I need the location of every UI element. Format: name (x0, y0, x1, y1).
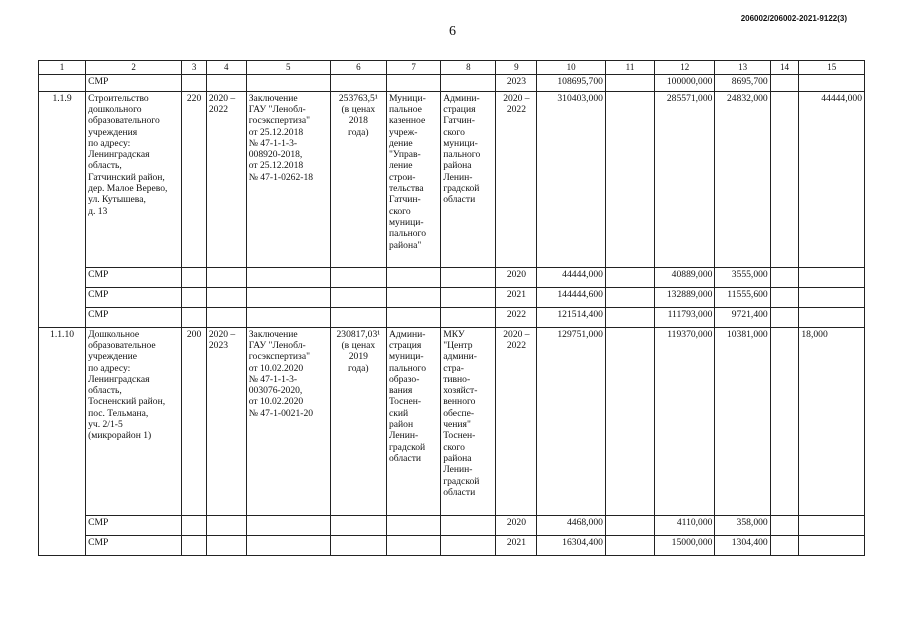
cell (182, 74, 207, 91)
object-customer: Муници- пальное казенное учреж- дение "Управ- ление строи- тельства Гатчин- ского муници- пального района" (386, 91, 440, 267)
cell-value: 111793,000 (655, 307, 715, 327)
cell (441, 267, 496, 287)
cell (330, 307, 386, 327)
cell (770, 535, 799, 555)
cell (799, 307, 865, 327)
cell (386, 267, 440, 287)
cell (441, 307, 496, 327)
cell (182, 287, 207, 307)
row-year: 2023 (496, 74, 537, 91)
cell-value: 3555,000 (715, 267, 770, 287)
cell (206, 535, 246, 555)
object-years: 2020 – 2022 (496, 91, 537, 267)
cell-value: 1304,400 (715, 535, 770, 555)
object-capacity: 200 (182, 327, 207, 515)
col-header: 3 (182, 61, 207, 75)
page-number: 6 (449, 24, 456, 39)
cell (770, 267, 799, 287)
cell (386, 535, 440, 555)
table-row (39, 267, 865, 287)
cell (605, 74, 654, 91)
object-name: Дошкольное образовательное учреждение по адресу: Ленинградская область, Тосненский район, пос. Тельмана, уч. 2/1-5 (микрорайон 1) (86, 327, 182, 515)
cell-value: 8695,700 (715, 74, 770, 91)
cell (605, 91, 654, 267)
cell-value: 358,000 (715, 515, 770, 535)
object-period: 2020 – 2022 (206, 91, 246, 267)
object-cost: 253763,5¹ (в ценах 2018 года) (330, 91, 386, 267)
cell-value: 24832,000 (715, 91, 770, 267)
cell (386, 287, 440, 307)
object-conclusion: Заключение ГАУ "Ленобл- госэкспертиза" от 25.12.2018 № 47-1-1-3- 008920-2018, от 25.12.2018 № 47-1-0262-18 (246, 91, 330, 267)
cell-value: 44444,000 (799, 91, 865, 267)
object-developer: Админи- страция Гатчин- ского муници- пального района Ленин- градской области (441, 91, 496, 267)
cell (386, 307, 440, 327)
col-header: 4 (206, 61, 246, 75)
col-header: 14 (770, 61, 799, 75)
object-id: 1.1.10 (39, 327, 86, 555)
cell (182, 535, 207, 555)
cell (605, 267, 654, 287)
col-header: 11 (605, 61, 654, 75)
cell (799, 515, 865, 535)
cell-value: 15000,000 (655, 535, 715, 555)
table-row (39, 515, 865, 535)
cell-value: 40889,000 (655, 267, 715, 287)
cell-value: 132889,000 (655, 287, 715, 307)
col-header: 13 (715, 61, 770, 75)
cell (770, 307, 799, 327)
cell (605, 287, 654, 307)
cell (182, 307, 207, 327)
cell-value: 18,000 (799, 327, 865, 515)
cell (246, 535, 330, 555)
cell-value: 121514,400 (537, 307, 606, 327)
cell-value: 119370,000 (655, 327, 715, 515)
cell (330, 287, 386, 307)
cell (246, 287, 330, 307)
cell-value: 9721,400 (715, 307, 770, 327)
object-years: 2020 – 2022 (496, 327, 537, 515)
row-name: СМР (86, 267, 182, 287)
row-year: 2020 (496, 515, 537, 535)
cell (770, 327, 799, 515)
table-row (39, 307, 865, 327)
cell-value: 129751,000 (537, 327, 606, 515)
table-row (39, 327, 865, 515)
cell (770, 287, 799, 307)
cell (605, 307, 654, 327)
col-header: 5 (246, 61, 330, 75)
cell-value: 100000,000 (655, 74, 715, 91)
cell-value: 11555,600 (715, 287, 770, 307)
cell-value: 4110,000 (655, 515, 715, 535)
cell (799, 267, 865, 287)
cell-value: 10381,000 (715, 327, 770, 515)
col-header: 12 (655, 61, 715, 75)
cell (441, 287, 496, 307)
row-year: 2022 (496, 307, 537, 327)
cell-value: 108695,700 (537, 74, 606, 91)
cell (441, 535, 496, 555)
object-id: 1.1.9 (39, 91, 86, 327)
cell-value: 144444,600 (537, 287, 606, 307)
cell (330, 267, 386, 287)
cell (605, 535, 654, 555)
cell (770, 91, 799, 267)
cell (605, 327, 654, 515)
row-name: СМР (86, 515, 182, 535)
cell (246, 267, 330, 287)
cell (246, 307, 330, 327)
row-name: СМР (86, 535, 182, 555)
cell (386, 515, 440, 535)
col-header: 9 (496, 61, 537, 75)
cell (206, 74, 246, 91)
table-row (39, 535, 865, 555)
col-header: 15 (799, 61, 865, 75)
object-cost: 230817,03¹ (в ценах 2019 года) (330, 327, 386, 515)
table-row (39, 74, 865, 91)
cell (206, 267, 246, 287)
table-row (39, 91, 865, 267)
cell (246, 515, 330, 535)
col-header: 1 (39, 61, 86, 75)
object-developer: МКУ "Центр админи- стра- тивно- хозяйст- венного обеспе- чения" Тоснен- ского района Ленин- градской области (441, 327, 496, 515)
row-year: 2020 (496, 267, 537, 287)
cell (246, 74, 330, 91)
cell (182, 515, 207, 535)
cell (206, 515, 246, 535)
cell (330, 74, 386, 91)
cell (799, 535, 865, 555)
cell (770, 74, 799, 91)
cell-value: 16304,400 (537, 535, 606, 555)
cell-value: 310403,000 (537, 91, 606, 267)
table-row (39, 287, 865, 307)
cell-value: 4468,000 (537, 515, 606, 535)
cell (799, 287, 865, 307)
col-header: 10 (537, 61, 606, 75)
object-conclusion: Заключение ГАУ "Ленобл- госэкспертиза" от 10.02.2020 № 47-1-1-3- 003076-2020, от 10.02.2020 № 47-1-0021-20 (246, 327, 330, 515)
row-name: СМР (86, 287, 182, 307)
cell-value: 44444,000 (537, 267, 606, 287)
row-name: СМР (86, 74, 182, 91)
program-table (38, 60, 865, 556)
object-name: Строительство дошкольного образовательного учреждения по адресу: Ленинградская область, Гатчинский район, дер. Малое Верево, ул. Кутышева, д. 13 (86, 91, 182, 267)
cell (441, 74, 496, 91)
cell (330, 515, 386, 535)
cell (206, 287, 246, 307)
row-name: СМР (86, 307, 182, 327)
cell (441, 515, 496, 535)
object-capacity: 220 (182, 91, 207, 267)
cell (206, 307, 246, 327)
cell-value: 285571,000 (655, 91, 715, 267)
col-header: 8 (441, 61, 496, 75)
document-id: 206002/206002-2021-9122(3) (740, 14, 847, 23)
cell (330, 535, 386, 555)
cell (39, 74, 86, 91)
col-header: 2 (86, 61, 182, 75)
cell (770, 515, 799, 535)
col-header: 7 (386, 61, 440, 75)
object-customer: Админи- страция муници- пального образо- вания Тоснен- ский район Ленин- градской области (386, 327, 440, 515)
cell (386, 74, 440, 91)
cell (182, 267, 207, 287)
col-header: 6 (330, 61, 386, 75)
row-year: 2021 (496, 287, 537, 307)
column-number-row (39, 61, 865, 75)
row-year: 2021 (496, 535, 537, 555)
cell (799, 74, 865, 91)
cell (605, 515, 654, 535)
object-period: 2020 – 2023 (206, 327, 246, 515)
